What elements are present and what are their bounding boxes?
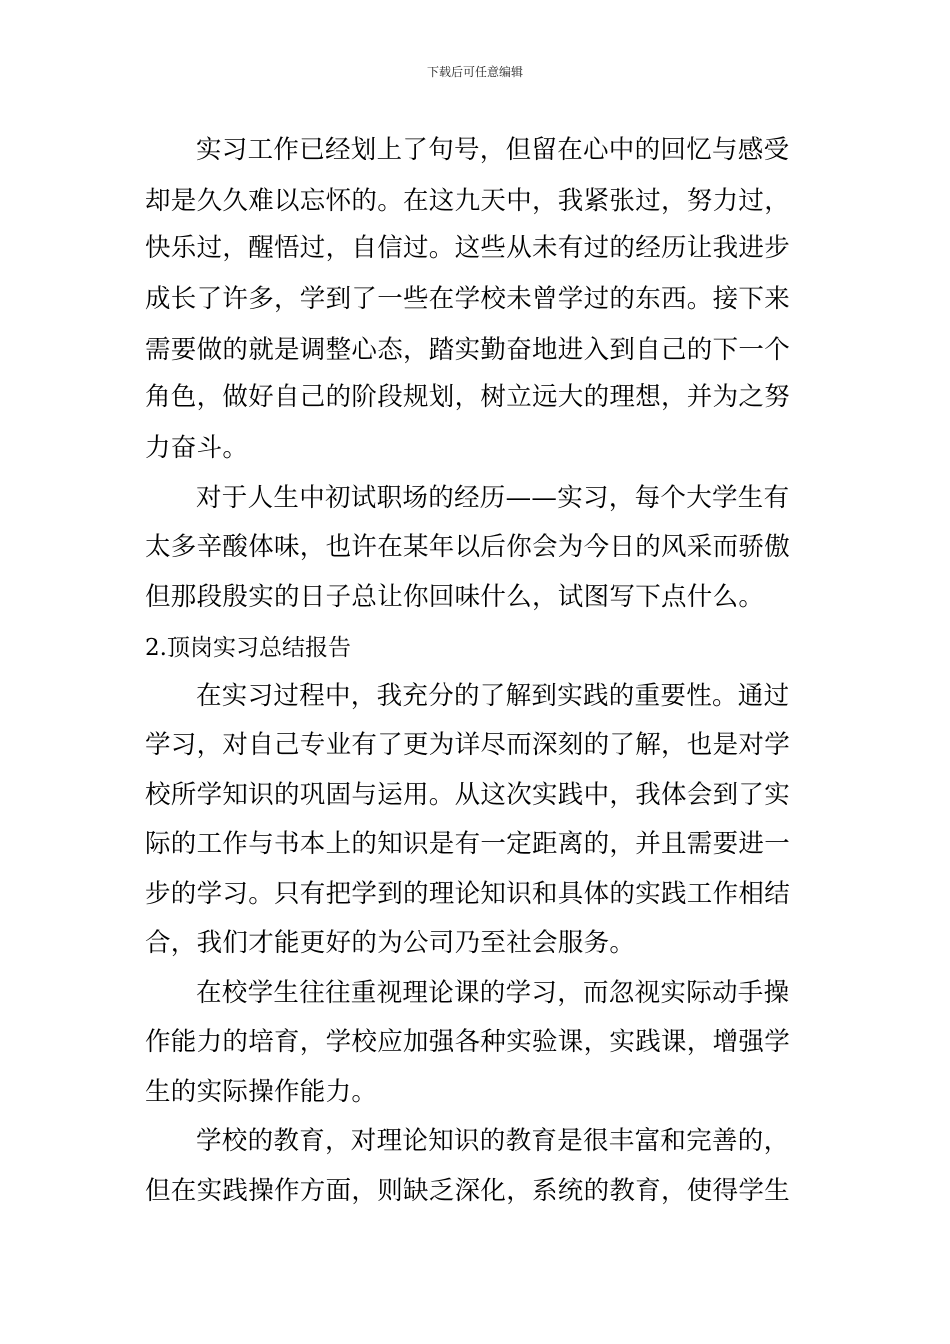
text-line: 作能力的培育，学校应加强各种实验课，实践课，增强学 bbox=[145, 1027, 791, 1057]
text-line: 太多辛酸体味，也许在某年以后你会为今日的风采而骄傲 bbox=[145, 532, 791, 562]
text-line: 在校学生往往重视理论课的学习，而忽视实际动手操 bbox=[196, 978, 790, 1008]
text-line: 对于人生中初试职场的经历——实习，每个大学生有 bbox=[196, 483, 790, 513]
page-header: 下载后可任意编辑 bbox=[426, 65, 523, 79]
text-line: 力奋斗。 bbox=[145, 433, 249, 463]
text-line: 学习，对自己专业有了更为详尽而深刻的了解，也是对学 bbox=[145, 730, 791, 760]
text-line: 在实习过程中，我充分的了解到实践的重要性。通过 bbox=[196, 681, 790, 711]
text-line: 需要做的就是调整心态，踏实勤奋地进入到自己的下一个 bbox=[145, 335, 791, 365]
text-line: 生的实际操作能力。 bbox=[145, 1077, 378, 1107]
text-line: 角色，做好自己的阶段规划，树立远大的理想，并为之努 bbox=[145, 382, 791, 412]
text-line: 但那段殷实的日子总让你回味什么，试图写下点什么。 bbox=[145, 582, 765, 612]
text-line: 际的工作与书本上的知识是有一定距离的，并且需要进一 bbox=[145, 829, 791, 859]
text-line: 却是久久难以忘怀的。在这九天中，我紧张过，努力过， bbox=[145, 186, 791, 216]
text-line: 但在实践操作方面，则缺乏深化，系统的教育，使得学生 bbox=[145, 1176, 791, 1206]
text-line: 成长了许多，学到了一些在学校未曾学过的东西。接下来 bbox=[145, 284, 791, 314]
text-line: 快乐过，醒悟过，自信过。这些从未有过的经历让我进步 bbox=[145, 233, 791, 263]
text-line: 实习工作已经划上了句号，但留在心中的回忆与感受 bbox=[196, 135, 790, 165]
text-line: 学校的教育，对理论知识的教育是很丰富和完善的， bbox=[196, 1126, 790, 1156]
text-line: 合，我们才能更好的为公司乃至社会服务。 bbox=[145, 928, 636, 958]
text-line: 校所学知识的巩固与运用。从这次实践中，我体会到了实 bbox=[145, 780, 791, 810]
text-line: 步的学习。只有把学到的理论知识和具体的实践工作相结 bbox=[145, 879, 791, 909]
section-heading: 2.顶岗实习总结报告 bbox=[145, 635, 351, 661]
